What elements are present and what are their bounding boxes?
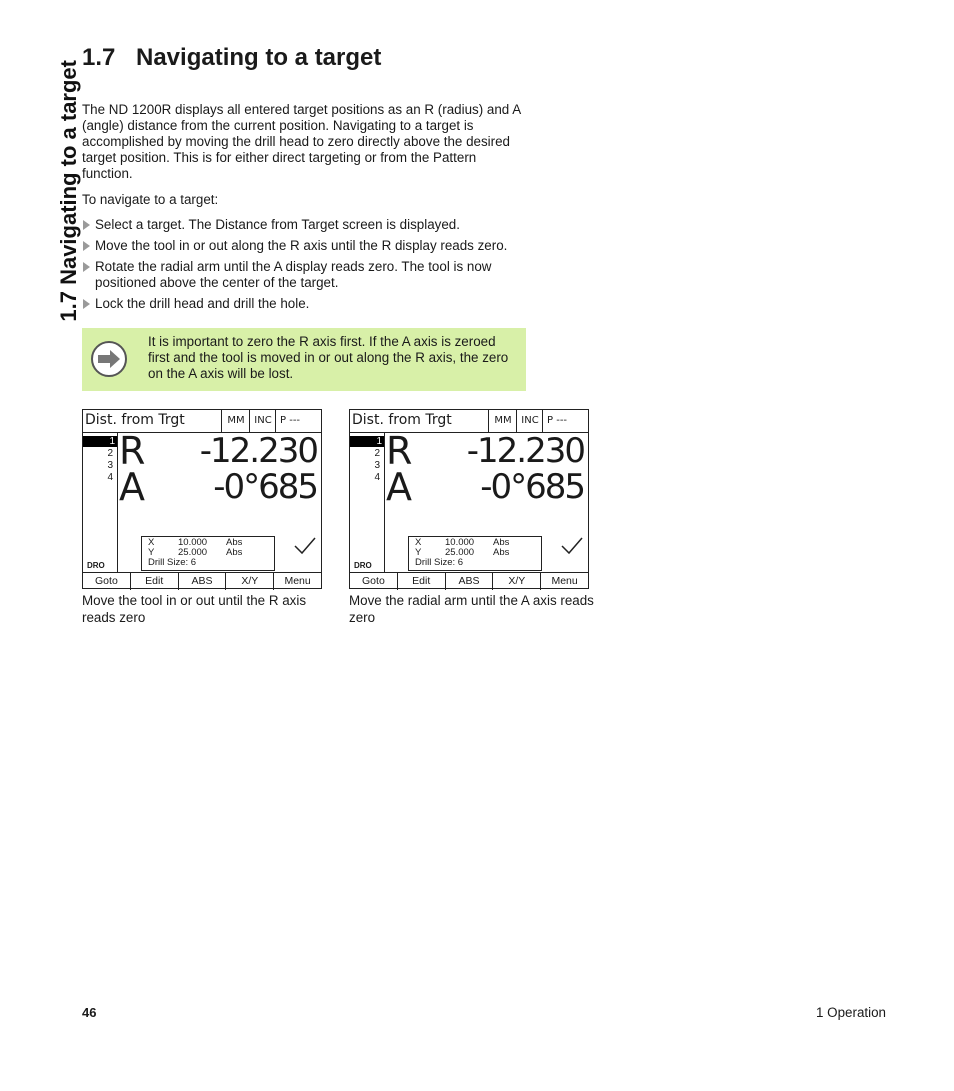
note-box [82,328,526,391]
side-tab-label: 1.7 Navigating to a target [56,60,81,322]
r-axis-label: R [119,429,145,473]
triangle-bullet-icon [83,241,90,251]
r-axis-label: R [386,429,412,473]
softkey-bar [83,572,321,590]
x-label: X [415,537,422,548]
check-icon [560,536,584,556]
y-value: 25.000 [445,547,475,558]
step-text: Select a target. The Distance from Target screen is displayed. [95,217,460,232]
softkey-xy[interactable]: X/Y [226,573,274,590]
step-text: Rotate the radial arm until the A display reads zero. The tool is now positioned above the center of the target. [95,259,492,290]
softkey-abs[interactable]: ABS [179,573,227,590]
triangle-bullet-icon [83,262,90,272]
x-value: 10.000 [445,537,475,548]
triangle-bullet-icon [83,220,90,230]
unit-indicator: MM [488,410,517,432]
softkey-edit[interactable]: Edit [131,573,179,590]
intro-paragraph: The ND 1200R displays all entered target positions as an R (radius) and A (angle) distance from the current position. Navigating to a target is accomplished by moving the drill head to zero directly above the desired target position. This is for either direct targeting or from the Pattern function. [82,102,521,181]
index-item: 2 [107,448,113,459]
step-item [82,238,532,254]
softkey-menu[interactable]: Menu [284,575,311,587]
index-item: 3 [107,460,113,471]
index-item: 4 [374,472,380,483]
dro-screen-r [82,409,322,589]
step-text: Lock the drill head and drill the hole. [95,296,310,311]
screen-caption: Move the radial arm until the A axis reads zero [349,593,594,625]
x-mode: Abs [226,537,243,548]
softkey-goto[interactable]: Goto [350,573,398,590]
arrow-right-icon [90,340,128,378]
heading-number: 1.7 [82,44,116,71]
page-heading [82,44,381,72]
chapter-label: 1 Operation [816,1005,886,1020]
triangle-bullet-icon [83,299,90,309]
softkey-menu[interactable]: Menu [551,575,578,587]
index-item: 2 [374,448,380,459]
index-column [350,432,385,572]
p-indicator: P --- [275,410,321,432]
mode-indicator: INC [249,410,276,432]
drill-size: Drill Size: 6 [148,557,197,568]
dro-label: DRO [87,561,105,570]
unit-indicator: MM [221,410,250,432]
screen-caption: Move the tool in or out until the R axis reads zero [82,593,307,625]
x-value: 10.000 [178,537,208,548]
r-axis-value: -12.230 [466,431,584,471]
target-info-box [408,536,542,571]
index-item: 3 [374,460,380,471]
lead-paragraph: To navigate to a target: [82,192,219,207]
step-item [82,259,532,291]
heading-title: Navigating to a target [136,44,382,71]
softkey-goto[interactable]: Goto [83,573,131,590]
softkey-xy[interactable]: X/Y [493,573,541,590]
dro-screen-a [349,409,589,589]
step-item [82,296,532,312]
target-info-box [141,536,275,571]
dro-label: DRO [354,561,372,570]
x-label: X [148,537,155,548]
note-text: It is important to zero the R axis first. If the A axis is zeroed first and the tool is moved in or out along the R axis, the zero on the A axis will be lost. [148,334,509,381]
index-item: 1 [350,436,384,447]
index-column [83,432,118,572]
a-axis-value: -0°685 [480,467,584,507]
y-label: Y [415,547,422,558]
y-mode: Abs [226,547,243,558]
softkey-edit[interactable]: Edit [398,573,446,590]
y-label: Y [148,547,155,558]
drill-size: Drill Size: 6 [415,557,464,568]
side-tab [0,0,81,1091]
softkey-abs[interactable]: ABS [446,573,494,590]
check-icon [293,536,317,556]
a-axis-value: -0°685 [213,467,317,507]
y-value: 25.000 [178,547,208,558]
step-item [82,217,532,233]
p-indicator: P --- [542,410,588,432]
step-text: Move the tool in or out along the R axis until the R display reads zero. [95,238,508,253]
y-mode: Abs [493,547,510,558]
step-list [82,217,532,317]
mode-indicator: INC [516,410,543,432]
screen-title: Dist. from Trgt [352,412,452,428]
page-number: 46 [82,1005,97,1020]
a-axis-label: A [386,465,411,509]
index-item: 1 [83,436,117,447]
screen-title: Dist. from Trgt [85,412,185,428]
x-mode: Abs [493,537,510,548]
r-axis-value: -12.230 [199,431,317,471]
a-axis-label: A [119,465,144,509]
index-item: 4 [107,472,113,483]
softkey-bar [350,572,588,590]
